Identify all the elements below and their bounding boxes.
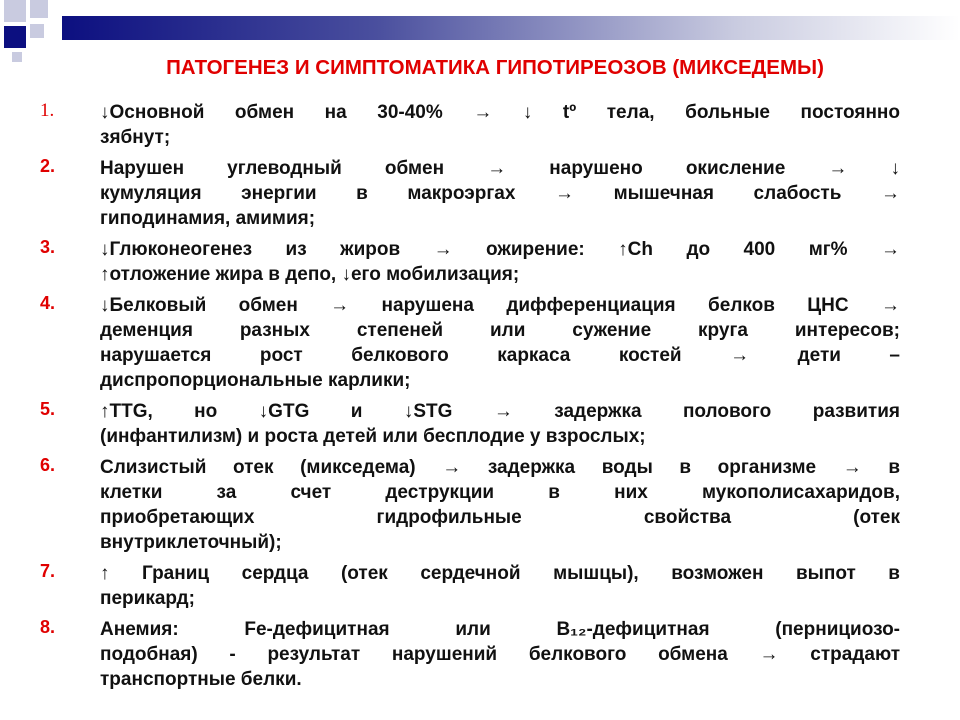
list-item [40, 100, 900, 150]
item-line: кумуляция энергии в макроэргах → мышечная слабость → [100, 183, 900, 204]
item-line: ↓Белковый обмен → нарушена дифференциация белков ЦНС → [100, 295, 900, 316]
item-line: ↑TTG, но ↓GTG и ↓STG → задержка полового развития [100, 401, 900, 422]
item-line: ↓Основной обмен на 30-40% → ↓ tº тела, больные постоянно [100, 102, 900, 123]
item-line: нарушается рост белкового каркаса костей → дети – [100, 345, 900, 366]
item-line: диспропорциональные карлики; [100, 370, 411, 391]
list-item [40, 561, 900, 611]
item-line: перикард; [100, 588, 195, 609]
item-line: ↓Глюконеогенез из жиров → ожирение: ↑Ch до 400 мг% → [100, 239, 900, 260]
item-line: приобретающих гидрофильные свойства (отек [100, 507, 900, 528]
item-number: 5. [40, 399, 56, 419]
item-line: зябнут; [100, 127, 171, 148]
item-line: гиподинамия, амимия; [100, 208, 316, 229]
item-number: 8. [40, 617, 56, 637]
item-text [100, 156, 900, 231]
item-line: ↑ Границ сердца (отек сердечной мышцы), возможен выпот в [100, 563, 900, 584]
item-text [100, 561, 900, 611]
list-item [40, 237, 900, 287]
item-text [100, 617, 900, 692]
list-item [40, 455, 900, 555]
item-line: Анемия: Fe-дефицитная или B₁₂-дефицитная (пернициозо- [100, 619, 900, 640]
item-number: 4. [40, 293, 56, 313]
item-number: 1. [40, 100, 55, 121]
item-line: клетки за счет деструкции в них мукополисахаридов, [100, 482, 900, 503]
item-number: 2. [40, 156, 56, 176]
item-text [100, 293, 900, 393]
item-text [100, 455, 900, 555]
list-item [40, 156, 900, 231]
item-number: 3. [40, 237, 56, 257]
item-number: 6. [40, 455, 56, 475]
item-text [100, 399, 900, 449]
list-item [40, 399, 900, 449]
item-text [100, 100, 900, 150]
symptom-list [40, 100, 900, 698]
page-title: ПАТОГЕНЕЗ И СИМПТОМАТИКА ГИПОТИРЕОЗОВ (МИКСЕДЕМЫ) [166, 56, 824, 79]
item-line: внутриклеточный); [100, 532, 282, 553]
list-item [40, 293, 900, 393]
item-line: деменция разных степеней или сужение круга интересов; [100, 320, 900, 341]
item-line: ↑отложение жира в депо, ↓его мобилизация; [100, 264, 520, 285]
header-bar [62, 16, 960, 40]
item-number: 7. [40, 561, 56, 581]
item-text [100, 237, 900, 287]
item-line: Слизистый отек (микседема) → задержка воды в организме → в [100, 457, 900, 478]
list-item [40, 617, 900, 692]
item-line: транспортные белки. [100, 669, 302, 690]
item-line: Нарушен углеводный обмен → нарушено окисление → ↓ [100, 158, 900, 179]
item-line: подобная) - результат нарушений белкового обмена → страдают [100, 644, 900, 665]
item-line: (инфантилизм) и роста детей или бесплодие у взрослых; [100, 426, 646, 447]
